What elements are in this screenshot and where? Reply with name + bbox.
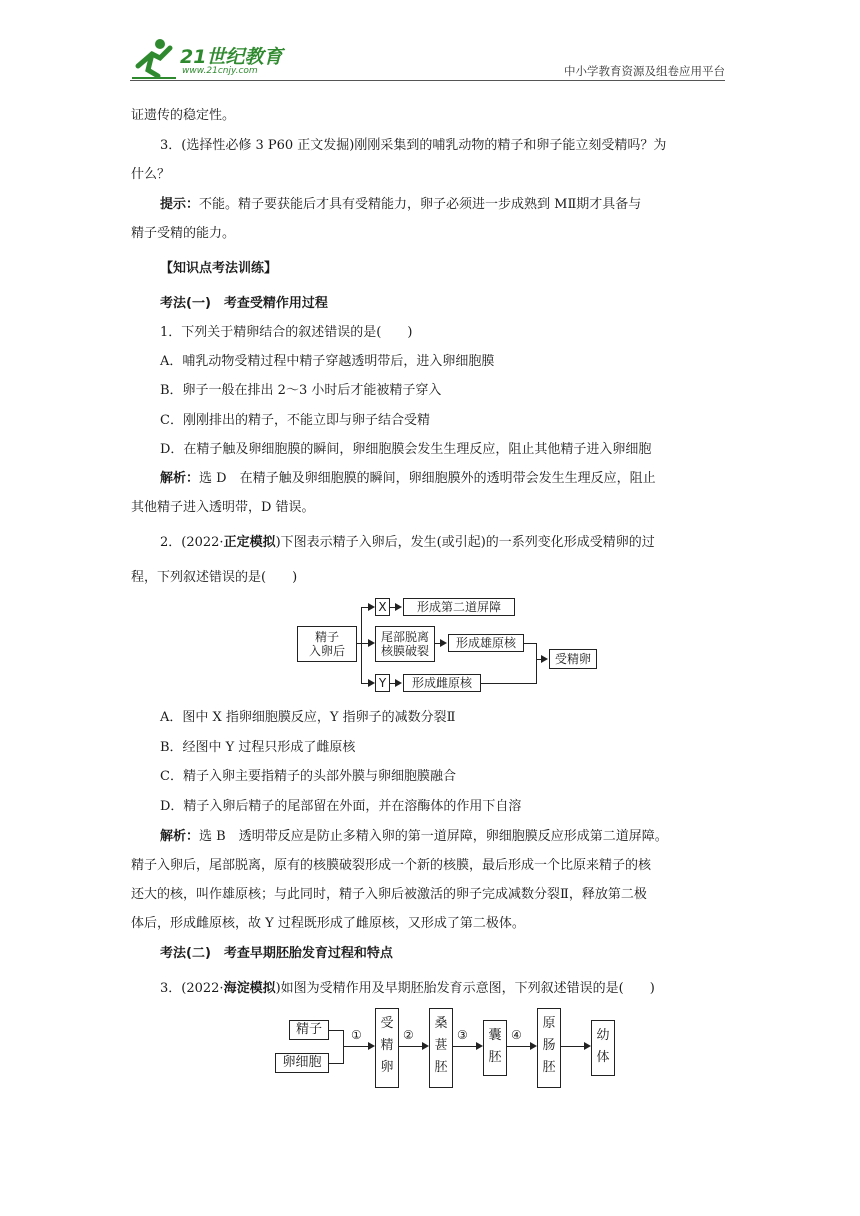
hint-label: 提示： <box>160 197 200 212</box>
platform-name: 中小学教育资源及组卷应用平台 <box>564 64 725 78</box>
step-label: ④ <box>511 1028 522 1042</box>
arrow-icon <box>368 679 375 687</box>
hint-text <box>160 193 641 212</box>
question-source: 正定模拟 <box>223 535 276 550</box>
logo-url: www.21cnjy.com <box>182 66 258 76</box>
box-char: 葚 <box>434 1038 448 1053</box>
arrow-icon <box>422 1042 429 1050</box>
question-prefix: 2．(2022· <box>160 535 224 550</box>
logo <box>130 36 305 80</box>
option: B．经图中 Y 过程只形成了雌原核 <box>160 740 356 755</box>
analysis-text <box>160 825 668 844</box>
hint-text: 精子受精的能力。 <box>131 226 236 241</box>
method-title: 考法(二) 考查早期胚胎发育过程和特点 <box>160 946 393 961</box>
option: B．卵子一般在排出 2～3 小时后才能被精子穿入 <box>160 383 442 398</box>
box-char: 卵 <box>380 1060 394 1075</box>
step-label: ② <box>403 1028 414 1042</box>
analysis-text: 其他精子进入透明带，D 错误。 <box>131 500 315 515</box>
box-label: 入卵后 <box>308 644 345 658</box>
hint-body: 不能。精子要获能后才具有受精能力，卵子必须进一步成熟到 MⅡ期才具备与 <box>199 197 642 212</box>
connector-line <box>453 1046 477 1047</box>
box-char: 原 <box>542 1016 556 1031</box>
arrow-icon <box>530 1042 537 1050</box>
box-label: 核膜破裂 <box>380 644 429 658</box>
connector-line <box>481 683 536 684</box>
question-stem: 程，下列叙述错误的是( ) <box>131 570 298 585</box>
q3-text: 什么？ <box>131 167 171 182</box>
analysis-label: 解析： <box>160 829 200 844</box>
connector-line <box>343 1030 344 1064</box>
text-line: 证遗传的稳定性。 <box>131 108 236 123</box>
box-label: 精子 <box>314 630 339 644</box>
arrow-icon <box>395 603 402 611</box>
question-stem <box>160 977 655 996</box>
arrow-icon <box>541 655 548 663</box>
arrow-icon <box>368 603 375 611</box>
connector-line <box>329 1063 343 1064</box>
page-header <box>130 36 725 82</box>
question-prefix: 3．(2022· <box>160 981 224 996</box>
y-box: Y <box>375 674 390 692</box>
header-divider <box>130 80 725 81</box>
logo-text: 21世纪教育 <box>180 46 283 68</box>
tail-detach-box <box>375 626 435 662</box>
question-source: 海淀模拟 <box>223 981 276 996</box>
analysis-text: 还大的核，叫作雄原核；与此同时，精子入卵后被激活的卵子完成减数分裂Ⅱ，释放第二极 <box>131 887 647 902</box>
gastrula-box <box>537 1008 561 1088</box>
box-char: 胚 <box>434 1060 448 1075</box>
step-label: ① <box>351 1028 362 1042</box>
male-pronucleus-box: 形成雄原核 <box>448 634 524 652</box>
method-title: 考法(一) 考查受精作用过程 <box>160 296 328 311</box>
zygote-box: 受精卵 <box>549 649 597 669</box>
section-title: 【知识点考法训练】 <box>160 261 278 276</box>
runner-logo-icon <box>130 36 178 80</box>
box-char: 胚 <box>488 1050 502 1065</box>
box-char: 体 <box>596 1050 610 1065</box>
option: C．精子入卵主要指精子的头部外膜与卵细胞膜融合 <box>160 769 456 784</box>
connector-line <box>536 643 537 684</box>
arrow-icon <box>584 1042 591 1050</box>
option: C．刚刚排出的精子，不能立即与卵子结合受精 <box>160 413 430 428</box>
fertilization-diagram <box>295 593 605 693</box>
option: D．在精子触及卵细胞膜的瞬间，卵细胞膜会发生生理反应，阻止其他精子进入卵细胞 <box>160 442 652 457</box>
analysis-text <box>160 467 656 486</box>
connector-line <box>399 1046 423 1047</box>
connector-line <box>343 1046 369 1047</box>
box-char: 精 <box>380 1038 394 1053</box>
connector-line <box>561 1046 585 1047</box>
zygote-box <box>375 1008 399 1088</box>
arrow-icon <box>368 1042 375 1050</box>
step-label: ③ <box>457 1028 468 1042</box>
x-box: X <box>375 598 390 616</box>
option: A．图中 X 指卵细胞膜反应，Y 指卵子的减数分裂Ⅱ <box>160 710 456 725</box>
egg-cell-box: 卵细胞 <box>275 1053 329 1073</box>
larva-box <box>591 1020 615 1076</box>
arrow-icon <box>395 679 402 687</box>
connector-line <box>507 1046 531 1047</box>
option: A．哺乳动物受精过程中精子穿越透明带后，进入卵细胞膜 <box>160 354 495 369</box>
arrow-icon <box>440 639 447 647</box>
box-char: 囊 <box>488 1028 502 1043</box>
option: D．精子入卵后精子的尾部留在外面，并在溶酶体的作用下自溶 <box>160 799 522 814</box>
question-rest: )如图为受精作用及早期胚胎发育示意图，下列叙述错误的是( ) <box>275 981 655 996</box>
embryo-development-diagram <box>275 1008 620 1090</box>
morula-box <box>429 1008 453 1088</box>
connector-line <box>361 607 362 683</box>
sperm-entry-box <box>297 626 357 662</box>
question-stem <box>160 531 655 550</box>
analysis-body: 选 D 在精子触及卵细胞膜的瞬间，卵细胞膜外的透明带会发生生理反应，阻止 <box>199 471 656 486</box>
box-char: 幼 <box>596 1028 610 1043</box>
analysis-label: 解析： <box>160 471 200 486</box>
analysis-body: 选 B 透明带反应是防止多精入卵的第一道屏障，卵细胞膜反应形成第二道屏障。 <box>199 829 668 844</box>
second-barrier-box: 形成第二道屏障 <box>403 598 515 616</box>
analysis-text: 精子入卵后，尾部脱离，原有的核膜破裂形成一个新的核膜，最后形成一个比原来精子的核 <box>131 858 652 873</box>
connector-line <box>329 1030 343 1031</box>
arrow-icon <box>368 639 375 647</box>
question-rest: )下图表示精子入卵后，发生(或引起)的一系列变化形成受精卵的过 <box>275 535 655 550</box>
female-pronucleus-box: 形成雌原核 <box>403 674 481 692</box>
question-stem: 1．下列关于精卵结合的叙述错误的是( ) <box>160 325 413 340</box>
arrow-icon <box>476 1042 483 1050</box>
analysis-text: 体后，形成雌原核，故 Y 过程既形成了雌原核，又形成了第二极体。 <box>131 916 525 931</box>
connector-line <box>524 643 536 644</box>
box-label: 尾部脱离 <box>380 630 429 644</box>
box-char: 桑 <box>434 1016 448 1031</box>
box-char: 胚 <box>542 1060 556 1075</box>
blastocyst-box <box>483 1020 507 1076</box>
box-char: 受 <box>380 1016 394 1031</box>
q3-text: 3．(选择性必修 3 P60 正文发掘)刚刚采集到的哺乳动物的精子和卵子能立刻受精吗？为 <box>160 138 667 153</box>
box-char: 肠 <box>542 1038 556 1053</box>
sperm-box: 精子 <box>289 1020 329 1040</box>
